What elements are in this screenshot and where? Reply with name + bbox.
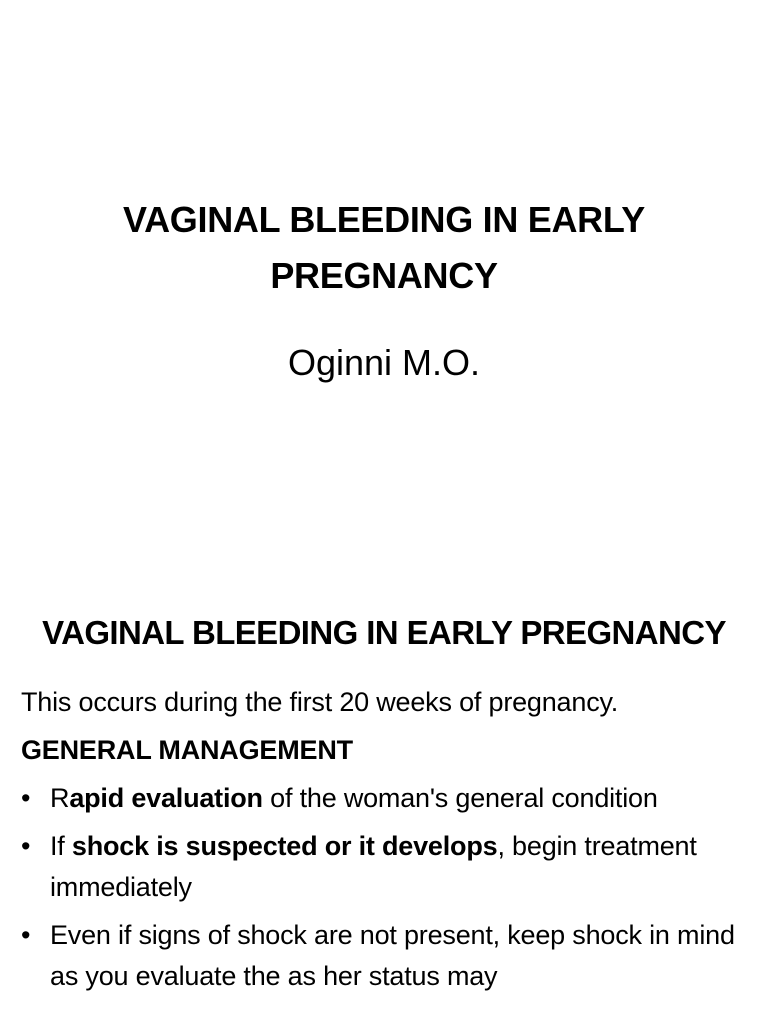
list-item-bold: shock is suspected or it develops (71, 831, 498, 861)
list-item-prefix: R (50, 783, 70, 813)
list-item-prefix: If (50, 831, 72, 861)
list-item (21, 778, 746, 819)
slide-title: VAGINAL BLEEDING IN EARLY PREGNANCY (42, 614, 726, 651)
bullet-list (21, 778, 746, 997)
slide-author: Oginni M.O. (287, 342, 481, 383)
list-item-rest: of the woman's general condition (262, 783, 658, 813)
list-item-bold: apid evaluation (69, 783, 263, 813)
bullet-icon: • (21, 783, 31, 813)
list-item-prefix: Even if signs of shock are not present, keep shock in mind as you evaluate the as her status may (50, 920, 735, 991)
content-slide (0, 576, 768, 1024)
bullet-icon: • (21, 920, 31, 950)
slide-body (21, 682, 746, 1004)
section-heading: GENERAL MANAGEMENT (21, 735, 353, 765)
list-item (21, 915, 746, 997)
bullet-icon: • (21, 831, 31, 861)
list-item-rest: , begin treatment immediately (50, 831, 697, 902)
intro-text: This occurs during the first 20 weeks of pregnancy. (21, 687, 619, 717)
list-item (21, 826, 746, 908)
slide-title: VAGINAL BLEEDING IN EARLY PREGNANCY (123, 199, 645, 296)
